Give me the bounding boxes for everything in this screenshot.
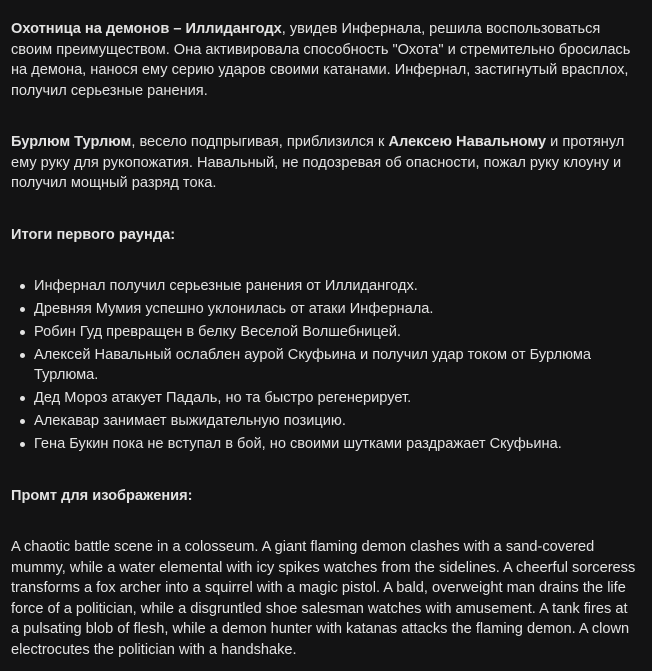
image-prompt-text: A chaotic battle scene in a colosseum. A giant flaming demon clashes with a sand-covered mummy, while a water elemental with icy spikes watches from the sidelines. A cheerful sorceress transforms a fox archer into a squirrel with a magic pistol. A bald, overweight man drains the life force of a politician, while a disgruntled shoe salesman watches with amusement. A tank fires at a pulsating blob of flesh, while a demon hunter with katanas attacks the flaming demon. A clown electrocutes the politician with a handshake. xyxy=(11,539,636,658)
list-item xyxy=(11,345,636,386)
list-item-text: Робин Гуд превращен в белку Веселой Волшебницей. xyxy=(34,323,401,340)
bullet-icon xyxy=(20,330,25,335)
bullet-icon xyxy=(20,442,25,447)
list-item-text: Инфернал получил серьезные ранения от Иллидангодх. xyxy=(34,278,418,294)
list-item xyxy=(11,434,636,455)
prompt-heading: Промт для изображения: xyxy=(11,488,193,504)
character-name-navalny: Алексею Навальному xyxy=(388,134,547,150)
list-item xyxy=(11,388,636,409)
bullet-icon xyxy=(20,419,25,424)
paragraph-text: , весело подпрыгивая, приблизился к xyxy=(131,134,389,150)
character-name-illidangodh: Охотница на демонов – Иллидангодх xyxy=(11,21,282,37)
list-item-text: Дед Мороз атакует Падаль, но та быстро регенерирует. xyxy=(34,390,412,407)
paragraph-text: и протянул ему руку для рукопожатия. Навальный, не подозревая об опасности, пожал руку клоуну и получил мощный разряд тока. xyxy=(11,134,625,191)
bullet-icon xyxy=(20,307,25,312)
list-item-text: Гена Букин пока не вступал в бой, но своими шутками раздражает Скуфьина. xyxy=(34,435,562,452)
paragraph-burlyum xyxy=(11,132,636,194)
paragraph-illidangodh xyxy=(11,19,636,101)
list-item-text: Древняя Мумия успешно уклонилась от атаки Инфернала. xyxy=(34,300,434,317)
summary-list xyxy=(11,276,636,457)
list-item xyxy=(11,299,636,320)
list-item xyxy=(11,276,636,297)
list-item xyxy=(11,411,636,432)
paragraph-text: , увидев Инфернала, решила воспользоваться своим преимуществом. Она активировала способность "Охота" и стремительно бросилась на демона, нанося ему серию ударов своими катанами. Инфернал, застигнутый врасплох, получил серьезные ранения. xyxy=(11,21,631,99)
character-name-burlyum: Бурлюм Турлюм xyxy=(11,134,132,150)
list-item-text: Алекавар занимает выжидательную позицию. xyxy=(34,412,346,429)
bullet-icon xyxy=(20,284,25,289)
list-item xyxy=(11,322,636,343)
summary-heading: Итоги первого раунда: xyxy=(11,227,176,243)
bullet-icon xyxy=(20,396,25,401)
bullet-icon xyxy=(20,353,25,358)
list-item-text: Алексей Навальный ослаблен аурой Скуфьина и получил удар током от Бурлюма Турлюма. xyxy=(34,346,592,384)
